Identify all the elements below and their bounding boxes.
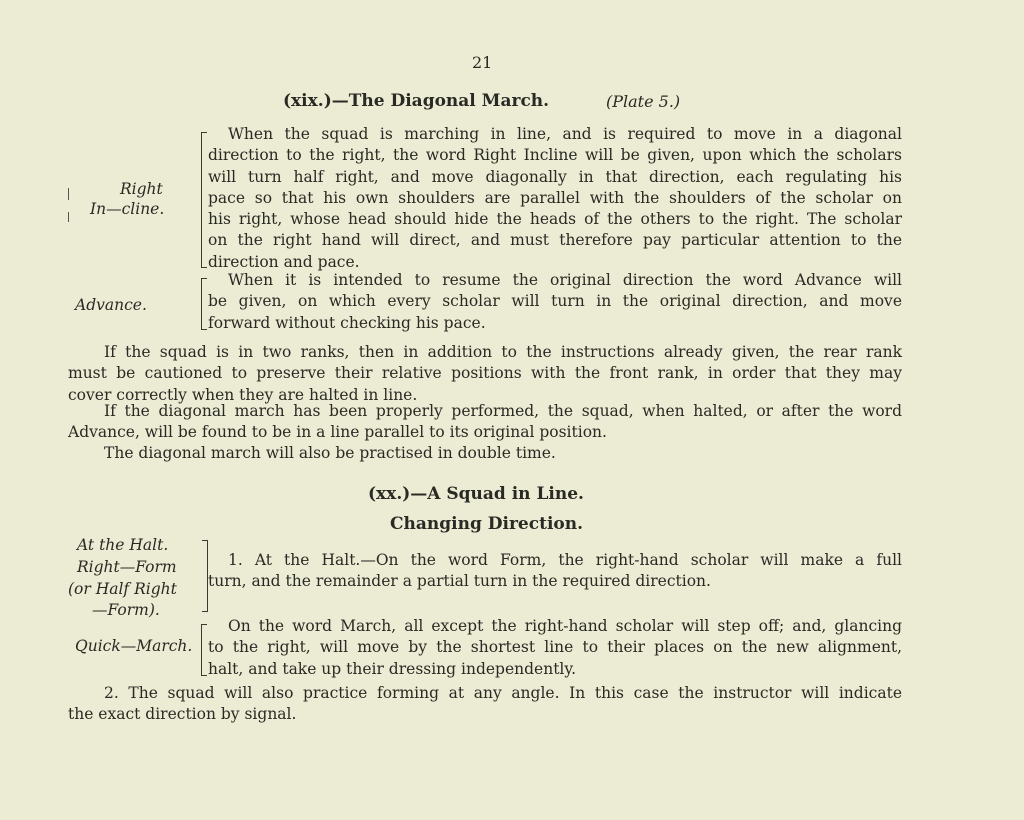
text-line: When the squad is marching in line, and is required to move in a diagonal [228, 125, 902, 143]
paragraph-properly-performed [68, 401, 902, 444]
text-line: The diagonal march will also be practised in double time. [104, 444, 556, 462]
text-line: If the squad is in two ranks, then in addition to the instructions already given, the rear rank [104, 343, 902, 361]
text-line: On the word March, all except the right-hand scholar will step off; and, glancing [228, 617, 902, 635]
text-line: direction and pace. [208, 252, 360, 271]
text-line: his right, whose head should hide the heads of the others to the right. The scholar [208, 210, 902, 229]
text-line: direction to the right, the word Right Incline will be given, upon which the scholars [208, 146, 902, 165]
brace-advance [201, 278, 202, 330]
section-xx-subheading: Changing Direction. [390, 514, 584, 534]
margin-note-half-right: (or Half Right [68, 580, 177, 598]
margin-note-right-form: Right—Form [77, 558, 177, 576]
paragraph-quick-march [208, 616, 902, 680]
brace-quick-march [201, 624, 202, 676]
margin-tick [68, 188, 69, 200]
margin-note-quick-march: Quick—March. [75, 637, 193, 655]
text-line: pace so that his own shoulders are parallel with the shoulders of the scholar on [208, 188, 902, 207]
margin-note-at-the-halt: At the Halt. [77, 536, 169, 554]
text-line: If the diagonal march has been properly performed, the squad, when halted, or after the word [104, 402, 902, 420]
text-line: 2. The squad will also practice forming at any angle. In this case the instructor will indicate [104, 684, 902, 702]
margin-note-form: —Form). [92, 601, 160, 619]
paragraph-double-time [68, 443, 902, 464]
text-line: 1. At the Halt.—On the word Form, the right-hand scholar will make a full [228, 551, 902, 569]
margin-note-incline: In—cline. [90, 200, 165, 218]
text-line: cover correctly when they are halted in line. [68, 385, 418, 404]
text-line: to the right, will move by the shortest line to their places on the new alignment, [208, 638, 902, 657]
brace-right-incline [201, 132, 202, 268]
paragraph-two-ranks [68, 342, 902, 406]
text-line: halt, and take up their dressing independently. [208, 659, 577, 678]
text-line: be given, on which every scholar will turn in the original direction, and move [208, 292, 902, 311]
text-line: on the right hand will direct, and must therefore pay particular attention to the [208, 231, 902, 250]
paragraph-advance [208, 270, 902, 334]
margin-note-advance: Advance. [75, 296, 147, 314]
section-xix-heading [283, 91, 549, 111]
text-line: the exact direction by signal. [68, 705, 297, 724]
section-xix-number: (xix.)— [283, 91, 349, 111]
section-xx-heading: (xx.)—A Squad in Line. [368, 484, 584, 504]
margin-tick [68, 212, 69, 222]
text-line: will turn half right, and move diagonally in that direction, each regulating his [208, 167, 902, 186]
page-number: 21 [472, 53, 493, 72]
margin-note-right: Right [120, 180, 163, 198]
text-line: forward without checking his pace. [208, 313, 486, 332]
paragraph-right-incline [208, 124, 902, 273]
paragraph-any-angle [68, 683, 902, 726]
text-line: Advance, will be found to be in a line parallel to its original position. [68, 423, 607, 442]
paragraph-at-the-halt [208, 550, 902, 593]
text-line: turn, and the remainder a partial turn in the required direction. [208, 572, 711, 591]
section-xix-title: The Diagonal March. [348, 91, 550, 111]
plate-reference: (Plate 5.) [606, 92, 681, 111]
text-line: must be cautioned to preserve their relative positions with the front rank, in order that they may [68, 364, 902, 383]
text-line: When it is intended to resume the original direction the word Advance will [228, 271, 902, 289]
